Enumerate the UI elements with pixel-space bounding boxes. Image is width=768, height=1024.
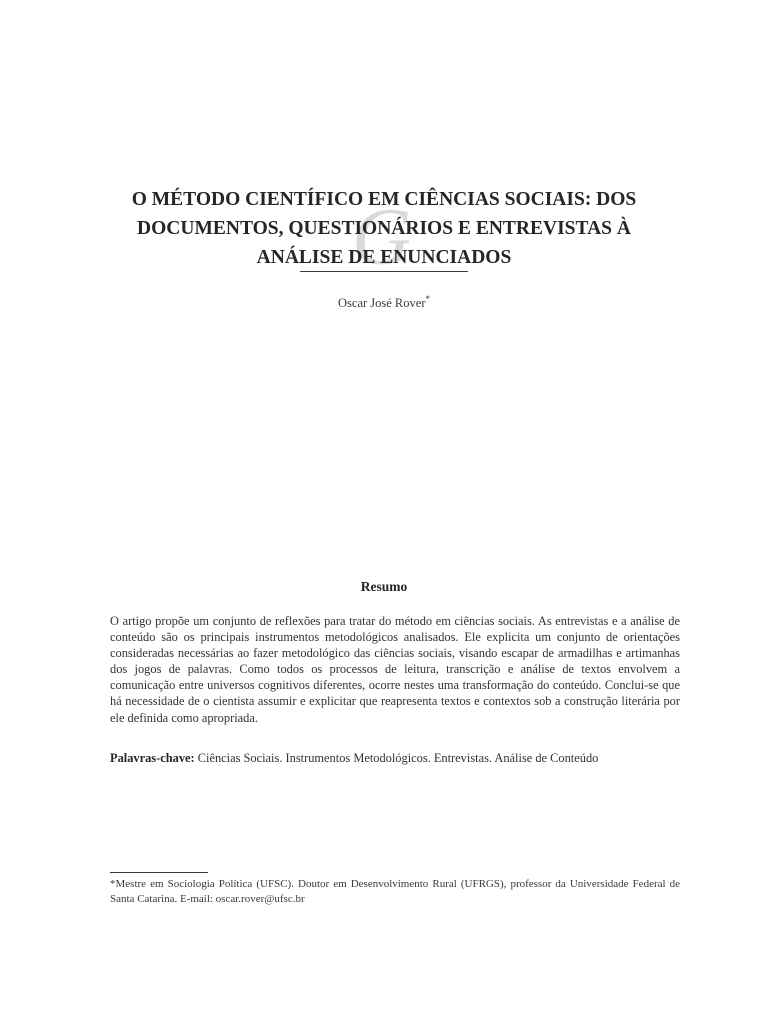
abstract-text: O artigo propõe um conjunto de reflexões para tratar do método em ciências sociais. As entrevistas e a análise de conteúdo são os principais instrumentos metodológicos analisados. Ele explicita um conjunto de orientações consideradas necessárias ao fazer metodológico das ciências sociais, visando escapar de armadilhas e artimanhas dos jogos de palavras. Como todos os processos de leitura, transcrição e análise de textos envolvem a comunicação entre universos cognitivos diferentes, ocorre nestes uma transformação do conteúdo. Conclui-se que há necessidade de o cientista assumir e explicitar que reapresenta textos e contextos sob a construção literária por ele definida como apropriada. [110,614,680,725]
author-line [0,293,768,311]
keywords-label: Palavras-chave: [110,751,195,765]
keywords [110,750,690,766]
author-footnote: *Mestre em Sociologia Política (UFSC). Doutor em Desenvolvimento Rural (UFRGS), professor da Universidade Federal de Santa Catarina. E-mail: oscar.rover@ufsc.br [110,878,680,905]
author-name: Oscar José Rover [338,296,426,310]
title-line-3: ANÁLISE DE ENUNCIADOS [256,247,512,268]
article-title [90,185,678,272]
title-line-2: DOCUMENTOS, QUESTIONÁRIOS E ENTREVISTAS À [137,218,631,239]
title-line-1: O MÉTODO CIENTÍFICO EM CIÊNCIAS SOCIAIS: DOS [131,189,637,210]
keywords-text: Ciências Sociais. Instrumentos Metodológicos. Entrevistas. Análise de Conteúdo [197,751,599,765]
journal-logo-watermark: G [352,191,412,282]
abstract-heading: Resumo [360,579,408,594]
footnote-rule [110,872,208,873]
author-footnote-marker[interactable]: * [425,293,430,304]
